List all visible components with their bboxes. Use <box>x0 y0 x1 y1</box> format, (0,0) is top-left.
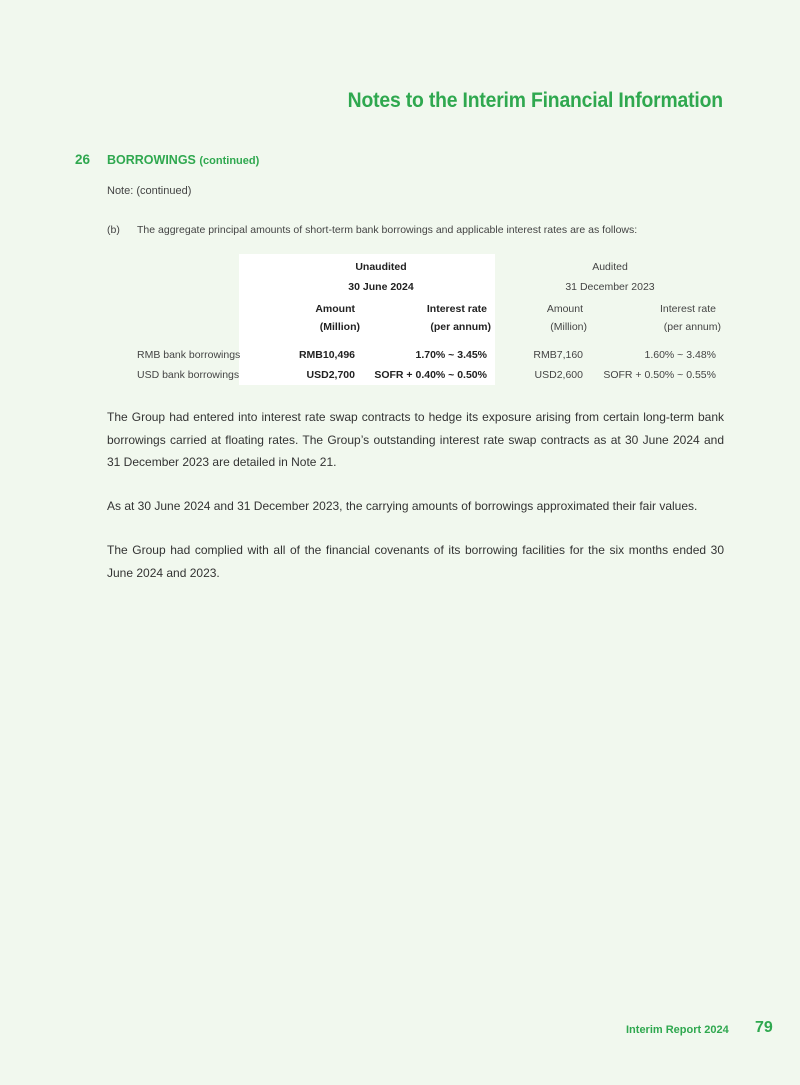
unaudited-label: Unaudited <box>355 261 407 273</box>
amount-header-2023: Amount <box>546 303 583 315</box>
table-cell: USD2,700 <box>306 369 355 381</box>
section-title: BORROWINGS <box>107 153 196 167</box>
rate-unit-2023: (per annum) <box>663 321 721 333</box>
amount-header-2024: Amount <box>315 303 355 315</box>
amount-unit-2024: (Million) <box>319 321 360 333</box>
unaudited-column-background <box>239 254 495 385</box>
item-b-label: (b) <box>107 224 120 236</box>
table-cell: RMB10,496 <box>298 349 355 361</box>
audited-date: 31 December 2023 <box>565 281 655 293</box>
amount-unit-2023: (Million) <box>550 321 587 333</box>
unaudited-date: 30 June 2024 <box>348 281 414 293</box>
section-heading <box>75 152 259 167</box>
rate-header-2023: Interest rate <box>659 303 716 315</box>
paragraph-covenants: The Group had complied with all of the financial covenants of its borrowing facilities for the six months ended 30 June 2024 and 2023. <box>107 543 724 580</box>
page-number: 79 <box>755 1019 773 1036</box>
audited-label: Audited <box>592 261 628 273</box>
section-number: 26 <box>75 152 91 167</box>
item-b-text: The aggregate principal amounts of short-term bank borrowings and applicable interest rates are as follows: <box>137 224 638 236</box>
table-cell: 1.60% ~ 3.48% <box>644 349 716 361</box>
paragraph-fair-values: As at 30 June 2024 and 31 December 2023, the carrying amounts of borrowings approximated their fair values. <box>107 499 698 513</box>
page-title: Notes to the Interim Financial Information <box>347 88 723 112</box>
table-cell: RMB7,160 <box>533 349 583 361</box>
footer-report-name: Interim Report 2024 <box>626 1024 729 1036</box>
section-continued: (continued) <box>199 155 260 167</box>
note-label: Note: (continued) <box>107 185 192 197</box>
item-b <box>107 224 637 236</box>
paragraph-swap-contracts: The Group had entered into interest rate swap contracts to hedge its exposure arising from certain long-term bank borrowings carried at floating rates. The Group’s outstanding interest rate swap contracts as at 30 June 2024 and 31 December 2023 are detailed in Note 21. <box>107 410 724 469</box>
table-row-label: USD bank borrowings <box>137 369 240 381</box>
rate-unit-2024: (per annum) <box>430 321 491 333</box>
table-cell: SOFR + 0.50% ~ 0.55% <box>603 369 716 381</box>
table-cell: SOFR + 0.40% ~ 0.50% <box>374 369 487 381</box>
rate-header-2024: Interest rate <box>426 303 487 315</box>
table-cell: USD2,600 <box>534 369 583 381</box>
table-row-label: RMB bank borrowings <box>137 349 241 361</box>
table-cell: 1.70% ~ 3.45% <box>415 349 487 361</box>
